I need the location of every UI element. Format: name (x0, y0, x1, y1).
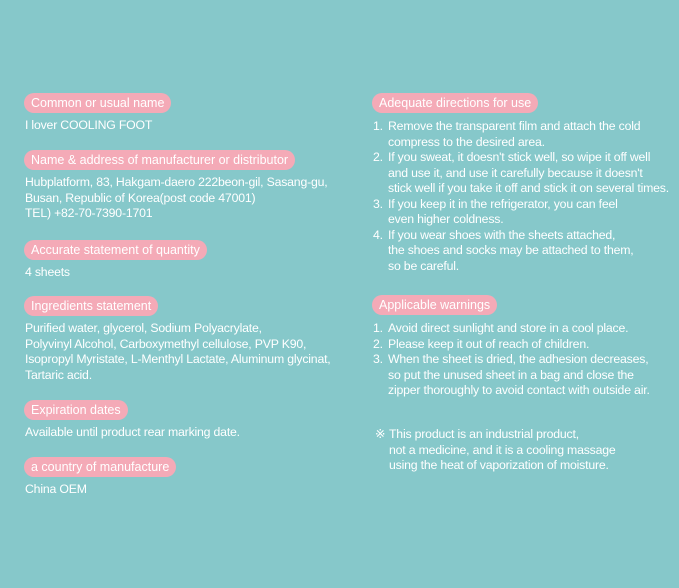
industrial-product-note (375, 427, 616, 474)
item-number: 1. (373, 321, 383, 335)
item-number: 2. (373, 336, 383, 351)
text-line: Avoid direct sunlight and store in a cool place. (388, 321, 629, 335)
text-line: When the sheet is dried, the adhesion decreases, (388, 352, 649, 366)
text-line: so put the unused sheet in a bag and close the (388, 367, 634, 382)
list-item (373, 352, 650, 399)
warnings-section (373, 295, 650, 399)
text-line: Please keep it out of reach of children. (388, 336, 590, 351)
item-number: 3. (373, 352, 383, 366)
common-name-section (25, 93, 171, 134)
warnings-list (373, 321, 650, 399)
text-line: the shoes and socks may be attached to them, (388, 243, 634, 257)
text-line: If you wear shoes with the sheets attached, (388, 227, 616, 242)
list-item (373, 150, 669, 197)
expiration-heading: Expiration dates (24, 400, 128, 420)
directions-section (373, 93, 669, 274)
text-line: This product is an industrial product, (389, 427, 579, 441)
text-line: compress to the desired area. (388, 134, 545, 149)
text-line: using the heat of vaporization of moisture. (389, 458, 609, 472)
warnings-heading: Applicable warnings (372, 295, 497, 315)
note-line (375, 427, 616, 443)
text-line: stick well if you take it off and stick it on several times. (388, 181, 669, 195)
text-line: Available until product rear marking date. (25, 425, 240, 439)
common-name-heading: Common or usual name (24, 93, 171, 113)
text-line: and use it, and use it carefully because it doesn't (388, 165, 643, 180)
item-number: 1. (373, 119, 383, 133)
text-line: Tartaric acid. (25, 367, 92, 382)
text-line: Purified water, glycerol, Sodium Polyacrylate, (25, 321, 262, 335)
item-number: 3. (373, 196, 383, 211)
list-item (373, 337, 650, 353)
text-line: Polyvinyl Alcohol, Carboxymethyl cellulose, PVP K90, (25, 336, 307, 351)
quantity-text (25, 265, 207, 281)
text-line: Busan, Republic of Korea(post code 47001) (25, 190, 256, 205)
directions-list (373, 119, 669, 274)
expiration-text (25, 425, 240, 441)
text-line: zipper thoroughly to avoid contact with outside air. (388, 383, 650, 397)
item-number: 4. (373, 227, 383, 242)
manufacturer-heading: Name & address of manufacturer or distributor (24, 150, 295, 170)
country-section (25, 457, 176, 498)
text-line: Hubplatform, 83, Hakgam-daero 222beon-gil, Sasang-gu, (25, 175, 328, 189)
text-line: Isopropyl Myristate, L-Menthyl Lactate, Aluminum glycinat, (25, 352, 331, 366)
note-line (375, 443, 616, 459)
directions-heading: Adequate directions for use (372, 93, 538, 113)
text-line: not a medicine, and it is a cooling massage (389, 442, 616, 457)
manufacturer-text (25, 175, 327, 222)
ingredients-heading: Ingredients statement (24, 296, 158, 316)
text-line: even higher coldness. (388, 212, 504, 226)
list-item (373, 197, 669, 228)
text-line: If you sweat, it doesn't stick well, so wipe it off well (388, 150, 651, 164)
country-heading: a country of manufacture (24, 457, 176, 477)
reference-mark-icon: ※ (375, 427, 386, 441)
ingredients-section (25, 296, 331, 383)
text-line: 4 sheets (25, 265, 70, 279)
country-text (25, 482, 176, 498)
text-line: I lover COOLING FOOT (25, 118, 153, 132)
text-line: If you keep it in the refrigerator, you can feel (388, 196, 618, 211)
list-item (373, 228, 669, 275)
expiration-section (25, 400, 240, 441)
text-line: TEL) +82-70-7390-1701 (25, 206, 153, 220)
text-line: Remove the transparent film and attach the cold (388, 119, 641, 133)
item-number: 2. (373, 150, 383, 164)
manufacturer-section (25, 150, 327, 222)
quantity-section (25, 240, 207, 281)
note-line (375, 458, 616, 474)
common-name-text (25, 118, 171, 134)
list-item (373, 119, 669, 150)
quantity-heading: Accurate statement of quantity (24, 240, 207, 260)
text-line: so be careful. (388, 258, 460, 273)
text-line: China OEM (25, 482, 87, 496)
ingredients-text (25, 321, 331, 383)
list-item (373, 321, 650, 337)
